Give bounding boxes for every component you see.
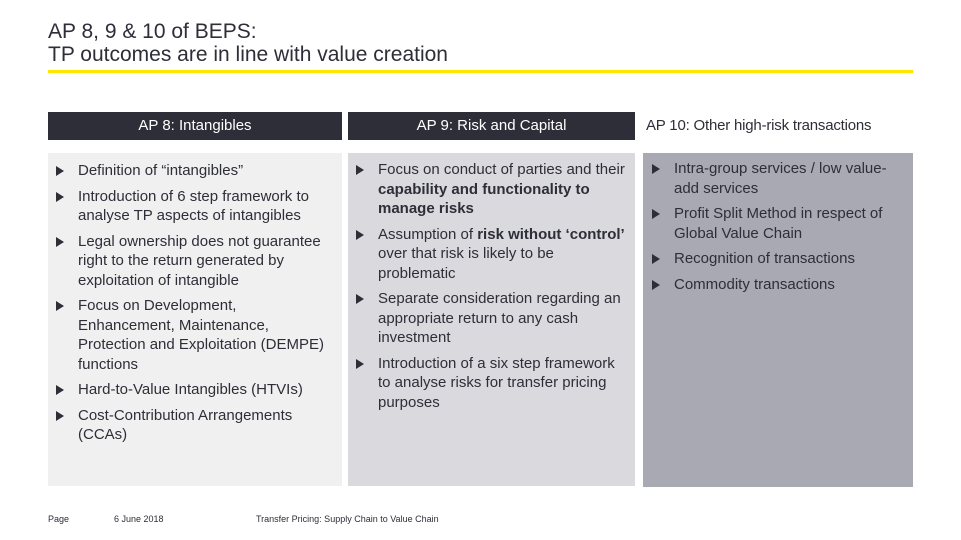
triangle-right-icon	[356, 294, 364, 304]
bullet-item	[350, 225, 625, 284]
ap8-bullet-list	[50, 161, 336, 445]
triangle-right-icon	[56, 411, 64, 421]
bullet-item	[50, 406, 336, 445]
bullet-text: over that risk is likely to be problematic	[378, 245, 554, 282]
bullet-item	[50, 380, 336, 400]
triangle-right-icon	[356, 165, 364, 175]
bullet-text: Commodity transactions	[674, 275, 835, 293]
triangle-right-icon	[652, 209, 660, 219]
ap10-header-label: AP 10: Other high-risk transactions	[646, 117, 872, 134]
triangle-right-icon	[652, 254, 660, 264]
triangle-right-icon	[356, 359, 364, 369]
footer-subtitle: Transfer Pricing: Supply Chain to Value Chain	[256, 514, 439, 524]
triangle-right-icon	[652, 280, 660, 290]
bullet-item	[50, 296, 336, 374]
ap10-header	[645, 112, 913, 140]
bullet-item	[350, 289, 625, 348]
ap9-panel	[348, 153, 635, 486]
ap8-header-label: AP 8: Intangibles	[138, 117, 252, 134]
bullet-item	[50, 187, 336, 226]
bullet-text: Hard-to-Value Intangibles (HTVIs)	[78, 381, 303, 398]
bullet-item	[646, 249, 903, 269]
page-title	[48, 20, 908, 66]
triangle-right-icon	[56, 385, 64, 395]
bullet-item	[646, 204, 903, 243]
footer-page-label: Page	[48, 514, 70, 524]
ap9-bullet-list	[350, 160, 625, 412]
bullet-text: Introduction of 6 step framework to analyse TP aspects of intangibles	[78, 187, 309, 224]
triangle-right-icon	[56, 192, 64, 202]
triangle-right-icon	[56, 237, 64, 247]
bullet-item	[646, 159, 903, 198]
triangle-right-icon	[652, 164, 660, 174]
triangle-right-icon	[356, 230, 364, 240]
bullet-text: Separate consideration regarding an appropriate return to any cash investment	[378, 290, 621, 346]
bullet-text: Introduction of a six step framework to analyse risks for transfer pricing purposes	[378, 354, 615, 411]
ap8-panel	[48, 153, 342, 486]
bullet-text: Assumption of	[378, 225, 478, 243]
bullet-item	[646, 275, 903, 295]
ap9-header	[348, 112, 635, 140]
ap10-bullet-list	[646, 159, 903, 294]
bullet-item	[50, 161, 336, 181]
ap8-header	[48, 112, 342, 140]
triangle-right-icon	[56, 301, 64, 311]
ap10-panel	[643, 153, 913, 487]
bullet-text: Profit Split Method in respect of Global Value Chain	[674, 205, 883, 242]
bullet-text: Cost-Contribution Arrangements (CCAs)	[78, 406, 293, 443]
title-accent-rule	[48, 70, 913, 73]
bullet-text: Definition of “intangibles”	[78, 162, 244, 179]
triangle-right-icon	[56, 166, 64, 176]
page-title-line-2: TP outcomes are in line with value creation	[48, 43, 448, 66]
bullet-text: Focus on Development, Enhancement, Maintenance, Protection and Exploitation (DEMPE) functions	[78, 297, 324, 373]
bullet-text-bold: risk without ‘control’	[477, 225, 625, 243]
bullet-text: Legal ownership does not guarantee right to the return generated by exploitation of intangible	[78, 232, 321, 289]
bullet-text-bold: capability and functionality to manage risks	[378, 180, 590, 217]
bullet-text: Intra-group services / low value-add services	[674, 160, 887, 197]
page-title-line-1: AP 8, 9 & 10 of BEPS:	[48, 20, 257, 43]
bullet-item	[350, 354, 625, 413]
bullet-text: Focus on conduct of parties and their	[378, 161, 625, 178]
bullet-item	[50, 232, 336, 291]
footer-date: 6 June 2018	[114, 514, 164, 524]
bullet-text: Recognition of transactions	[674, 250, 855, 267]
ap9-header-label: AP 9: Risk and Capital	[416, 117, 567, 134]
bullet-item	[350, 160, 625, 219]
